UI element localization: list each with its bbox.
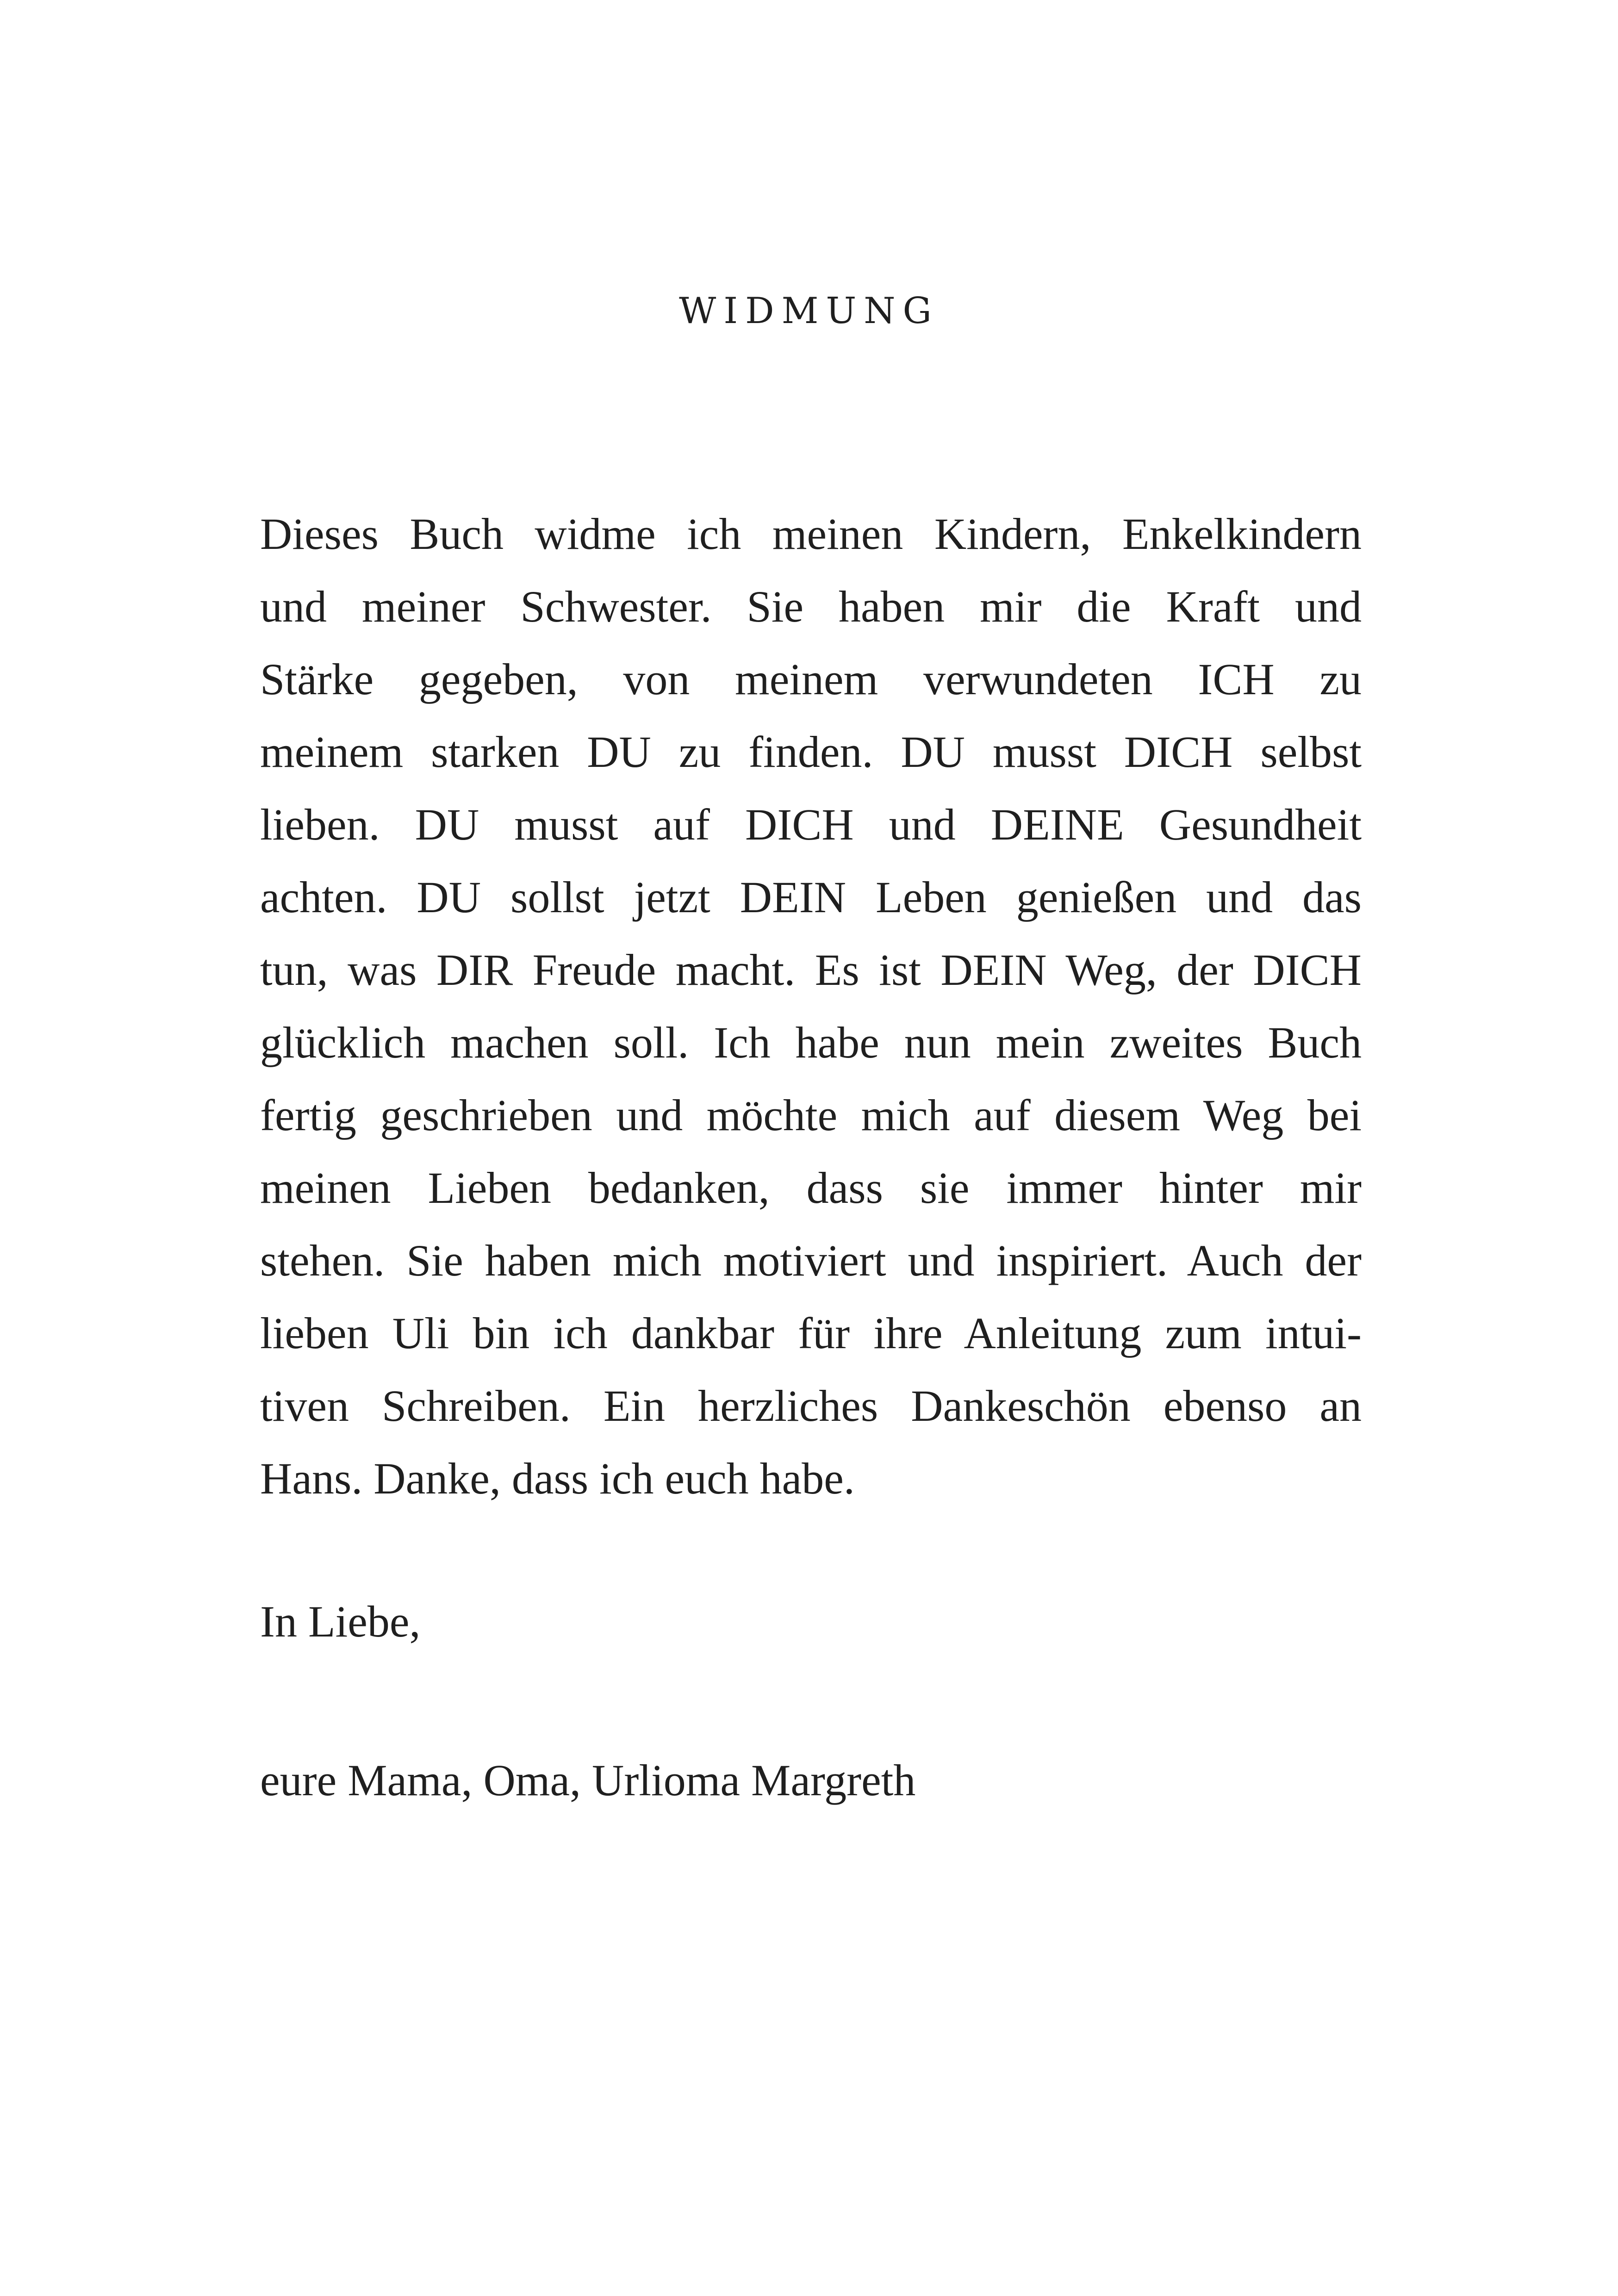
closing-signature: eure Mama, Oma, Urlioma Margreth [260,1755,916,1805]
dedication-paragraph [260,498,1362,1515]
paragraph-line: Stärke gegeben, von meinem verwundeten ICH zu [260,654,1362,704]
paragraph-line: achten. DU sollst jetzt DEIN Leben genießen und das [260,872,1362,922]
paragraph-line: und meiner Schwester. Sie haben mir die Kraft und [260,582,1362,631]
paragraph-line: fertig geschrieben und möchte mich auf diesem Weg bei [260,1090,1362,1140]
page-heading: WIDMUNG [679,290,939,332]
paragraph-line: meinem starken DU zu finden. DU musst DICH selbst [260,727,1362,777]
paragraph-line: tiven Schreiben. Ein herzliches Dankeschön ebenso an [260,1381,1362,1431]
closing-greeting: In Liebe, [260,1597,421,1646]
paragraph-line: Dieses Buch widme ich meinen Kindern, Enkelkindern [260,509,1362,559]
paragraph-line: lieben Uli bin ich dankbar für ihre Anleitung zum intui- [260,1308,1362,1358]
paragraph-line: Hans. Danke, dass ich euch habe. [260,1454,855,1503]
paragraph-line: glücklich machen soll. Ich habe nun mein zweites Buch [260,1018,1362,1067]
paragraph-line: stehen. Sie haben mich motiviert und inspiriert. Auch der [260,1236,1362,1285]
paragraph-line: meinen Lieben bedanken, dass sie immer hinter mir [260,1163,1362,1213]
paragraph-line: tun, was DIR Freude macht. Es ist DEIN Weg, der DICH [260,945,1362,995]
paragraph-line: lieben. DU musst auf DICH und DEINE Gesundheit [260,800,1362,849]
